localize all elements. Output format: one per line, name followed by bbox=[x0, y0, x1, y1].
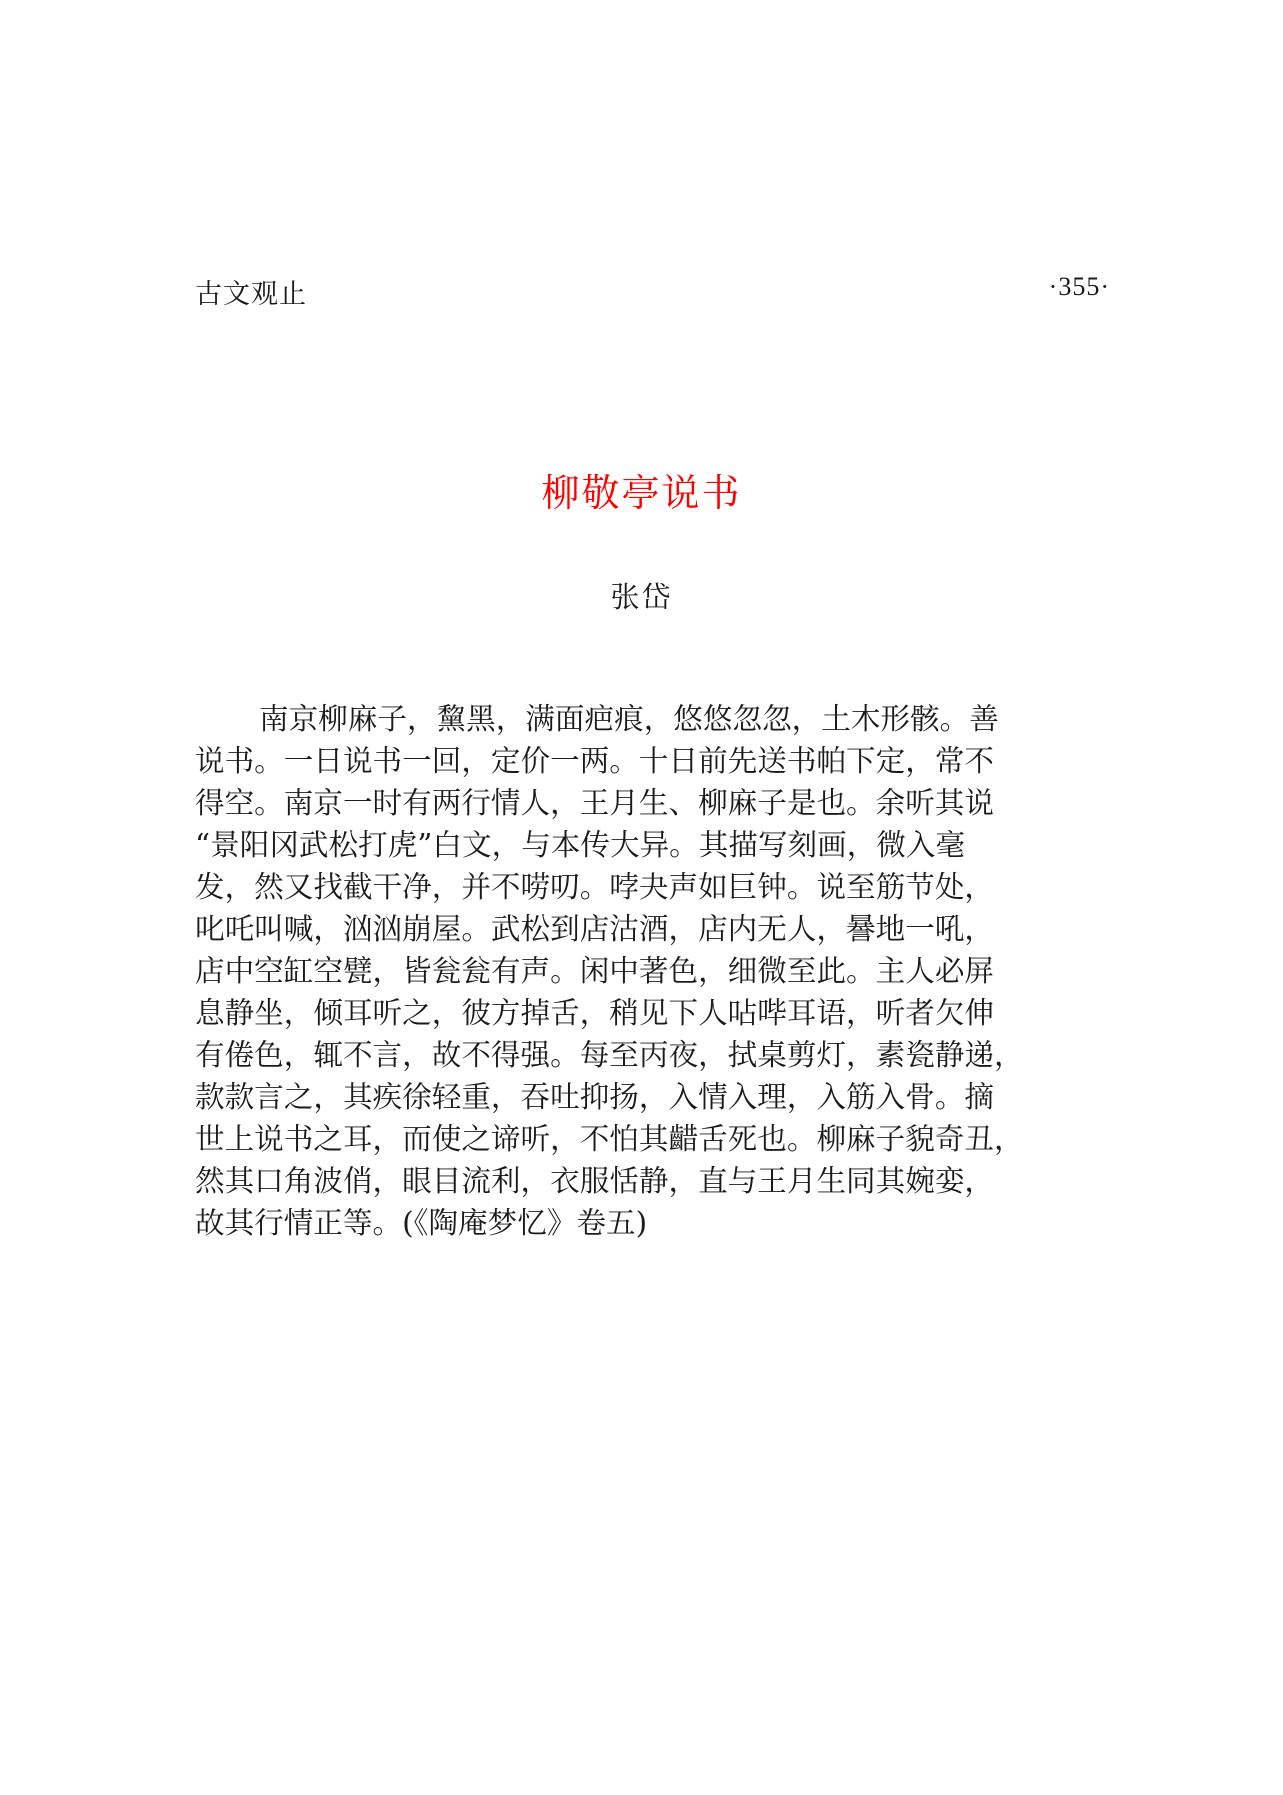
text-line: 叱吒叫喊，汹汹崩屋。武松到店沽酒，店内无人，謈地一吼， bbox=[195, 912, 995, 946]
text-line: “景阳冈武松打虎”白文，与本传大异。其描写刻画，微入毫 bbox=[195, 828, 966, 862]
article-body bbox=[195, 698, 1105, 1244]
text-line: 南京柳麻子，黧黑，满面疤痕，悠悠忽忽，土木形骸。善 bbox=[259, 702, 999, 736]
text-line: 款款言之，其疾徐轻重，吞吐抑扬，入情入理，入筋入骨。摘 bbox=[195, 1080, 995, 1114]
text-line: 发，然又找截干净，并不唠叨。哱夬声如巨钟。说至筋节处， bbox=[195, 870, 995, 904]
running-head-book-title: 古文观止 bbox=[195, 279, 307, 310]
text-line: 息静坐，倾耳听之，彼方掉舌，稍见下人呫哔耳语，听者欠伸 bbox=[195, 996, 995, 1030]
article-author: 张岱 bbox=[610, 580, 673, 614]
page-header bbox=[195, 272, 1110, 312]
text-line: 然其口角波俏，眼目流利，衣服恬静，直与王月生同其婉娈， bbox=[195, 1164, 995, 1198]
page-number: ·355· bbox=[1048, 272, 1110, 301]
text-line: 得空。南京一时有两行情人，王月生、柳麻子是也。余听其说 bbox=[195, 786, 995, 820]
text-line: 有倦色，辄不言，故不得强。每至丙夜，拭桌剪灯，素瓷静递， bbox=[195, 1038, 1024, 1072]
text-line: 故其行情正等。(《陶庵梦忆》卷五) bbox=[195, 1206, 648, 1240]
text-line: 说书。一日说书一回，定价一两。十日前先送书帕下定，常不 bbox=[195, 744, 995, 778]
text-line: 店中空缸空甓，皆瓮瓮有声。闲中著色，细微至此。主人必屏 bbox=[195, 954, 995, 988]
text-line: 世上说书之耳，而使之谛听，不怕其齰舌死也。柳麻子貌奇丑， bbox=[195, 1122, 1024, 1156]
article-title: 柳敬亭说书 bbox=[541, 471, 742, 515]
body-paragraph bbox=[195, 698, 1105, 1244]
